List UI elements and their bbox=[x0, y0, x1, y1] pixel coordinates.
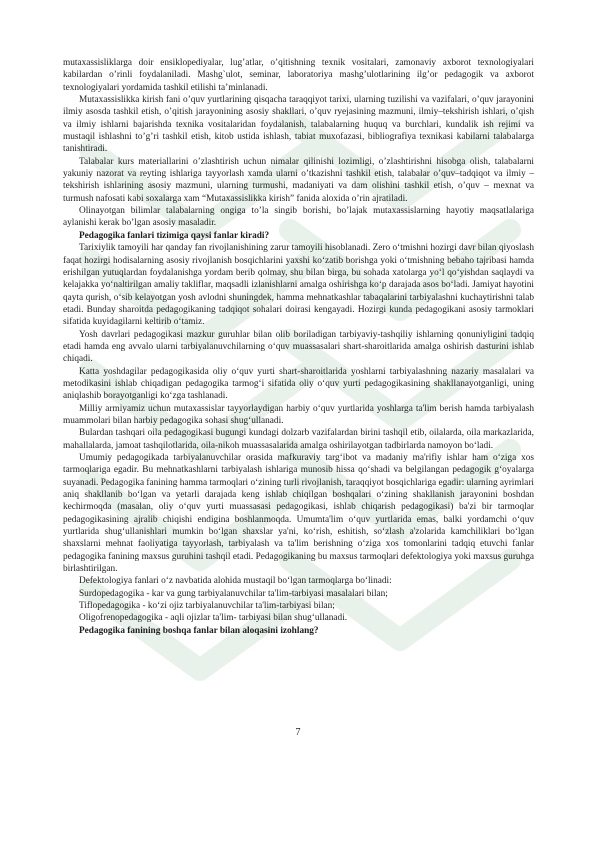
page-number: 7 bbox=[295, 727, 301, 738]
paragraph: mutaxassisliklarga doir ensiklopediyalar, lug’atlar, o’qitishning texnik vositalari, zamonaviy axborot texnologiyalari kabilardan o’rinli foydalaniladi. Mashg`ulot, seminar, laboratoriya mashg’ulotlarining ilg’or pedagogik va axborot texnologiyalari yordamida tashkil etilishi ta’minlanadi. bbox=[63, 58, 534, 93]
paragraph: Talabalar kurs materiallarini o’zlashtirish uchun nimalar qilinishi lozimligi, o’zlashtirishni hisobga olish, talabalarni yakuniy nazorat va reyting ishlariga tayyorlash xamda ularni o’tkazishni tashkil etish, talabalar o’quv–tadqiqot va ilmiy – tekshirish ishlarining asosiy mazmuni, ularning turmushi, madaniyati va dam olishini tashkil etish, o’quv – mexnat va turmush nafosati kabi soxalarga xam “Mutaxassislikka kirish” fanida aloxida o’rin ajratiladi. bbox=[63, 156, 534, 204]
paragraph: Olinayotgan bilimlar talabalarning ongiga to’la singib borishi, bo’lajak mutaxassislarning hayotiy maqsatlalariga aylanishi kerak bo’lgan asosiy masaladir. bbox=[63, 206, 534, 229]
list-item: Surdopedagogika - kar va gung tarbiyalanuvchilar ta'lim-tarbiyasi masalalari bilan; bbox=[79, 588, 388, 599]
paragraph: Tarixiylik tamoyili har qanday fan rivojlanishining zarur tamoyili hisoblanadi. Zero o‘tmishni hozirgi davr bilan qiyoslash faqat hozirgi hodisalarning asosiy rivojlanish bosqichlarini yaxshi ko‘zatib borishga yoki o‘tmishning bebaho tajribasi hamda erishilgan yutuqlardan foydalanishga yordam berib qolmay, shu bilan birga, bu sohada xatolarga yo‘l qo‘yishdan saqlaydi va kelajakka yo‘naltirilgan amaliy takliflar, maqsadli izlanishlarni amalga oshirishga ko‘p darajada asos bo‘ladi. Jamiyat hayotini qayta qurish, o‘sib kelayotgan yosh avlodni shuningdek, hamma mehnatkashlar tabaqalarini tarbiyalashni kuchaytirishni talab etadi. Bunday sharoitda pedagogikaning tadqiqot sohalari doirasi kengayadi. Hozirgi kunda pedagogikani asosiy tarmoklari sifatida kuyidagilarni keltirib o‘tamiz. bbox=[63, 243, 534, 328]
paragraph: Milliy armiyamiz uchun mutaxassislar tayyorlaydigan harbiy o‘quv yurtlarida yoshlarga ta'lim berish hamda tarbiyalash muammolari bilan harbiy pedagogika sohasi shug‘ullanadi. bbox=[63, 403, 534, 426]
paragraph: Katta yoshdagilar pedagogikasida oliy o‘quv yurti shart-sharoitlarida yoshlarni tarbiyalashning nazariy masalalari va metodikasini ishlab chiqadigan pedagogika tarmog‘i sifatida oliy o‘quv yurti pedagogikasining shakllanayotganligi, uning aniqlashib borayotganligi ko‘zga tashlanadi. bbox=[63, 366, 534, 402]
list-item: Oligofrenopedagogika - aqli ojizlar ta'lim- tarbiyasi bilan shug‘ullanadi. bbox=[79, 613, 348, 624]
section-heading: Pedagogika fanining boshqa fanlar bilan aloqasini izohlang? bbox=[79, 625, 319, 636]
list-item: Tiflopedagogika - ko‘zi ojiz tarbiyalanuvchilar ta'lim-tarbiyasi bilan; bbox=[79, 601, 335, 612]
paragraph: Defektologiya fanlari o‘z navbatida alohida mustaqil bo‘lgan tarmoqlarga bo‘linadi: bbox=[79, 576, 392, 587]
body-text bbox=[63, 57, 534, 637]
paragraph: Bulardan tashqari oila pedagogikasi bugungi kundagi dolzarb vazifalardan birini tashqil etib, oilalarda, oila markazlarida, mahallalarda, jamoat tashqilotlarida, oila-nikoh muassasalarida amalga oshirilayotgan tadbirlarda namoyon bo‘ladi. bbox=[63, 428, 534, 451]
paragraph: Yosh davrlari pedagogikasi mazkur guruhlar bilan olib boriladigan tarbiyaviy-tashqiliy ishlarning qonuniyligini tadqiq etadi hamda eng avvalo ularni tarbiyalanuvchilarning o‘quv muassasalari shart-sharoitlarida amalga oshirish dasturini ishlab chiqadi. bbox=[63, 329, 534, 365]
paragraph: Umumiy pedagogikada tarbiyalanuvchilar orasida mafkuraviy targ‘ibot va madaniy ma'rifiy ishlar ham o‘ziga xos tarmoqlariga egadir. Bu mehnatkashlarni tarbiyalash ishlariga munosib hissa qo‘shadi va belgilangan pedagogik g‘oyalarga suyanadi. Pedagogika fanining hamma tarmoqlari o‘zining turli rivojlanish, taraqqiyot bosqichlariga egadir: ularning ayrimlari aniq shakllanib bo‘lgan va yetarli darajada keng ishlab chiqilgan boshqalari o‘zining shakllanish jarayonini boshdan kechirmoqda (masalan, oliy o‘quv yurti muassasasi pedagogikasi, ishlab chiqarish pedagogikasi) ba'zi bir tarmoqlar pedagogikasining ajralib chiqishi endigina boshlanmoqda. Umumta'lim o‘quv yurtlarida emas, balki yordamchi o‘quv yurtlarida shug‘ullanishlari mumkin bo‘lgan shaxslar ya'ni, ko‘rish, eshitish, so‘zlash a'zolarida kamchiliklari bo‘lgan shaxslarni mehnat faoliyatiga tayyorlash, tarbiyalash va ta'lim berishning o‘ziga xos tomonlarini tadqiq etuvchi fanlar pedagogika fanining maxsus guruhini tashqil etadi. Pedagogikaning bu maxsus tarmoqlari defektologiya yoki maxsus guruhga birlashtirilgan. bbox=[63, 453, 534, 575]
paragraph: Mutaxassislikka kirish fani o’quv yurtlarining qisqacha taraqqiyot tarixi, ularning tuzilishi va vazifalari, o’quv jarayonini ilmiy asosda tashkil etish, o’qitish jarayonining asosiy shakllari, o’quv ryejasining mazmuni, ilmiy–tekshirish ishlari, o’qish va ilmiy ishlarni bajarishda texnika vositalaridan foydalanish, talabalarning huquq va burchlari, kundalik ish rejimi va mustaqil ishlashni to’g’ri tashkil etish, kitob ustida ishlash, tabiat muxofazasi, bibliografiya texnikasi kabilarni talabalarga tanishtiradi. bbox=[63, 95, 534, 155]
section-heading: Pedagogika fanlari tizimiga qaysi fanlar kiradi? bbox=[79, 230, 270, 241]
